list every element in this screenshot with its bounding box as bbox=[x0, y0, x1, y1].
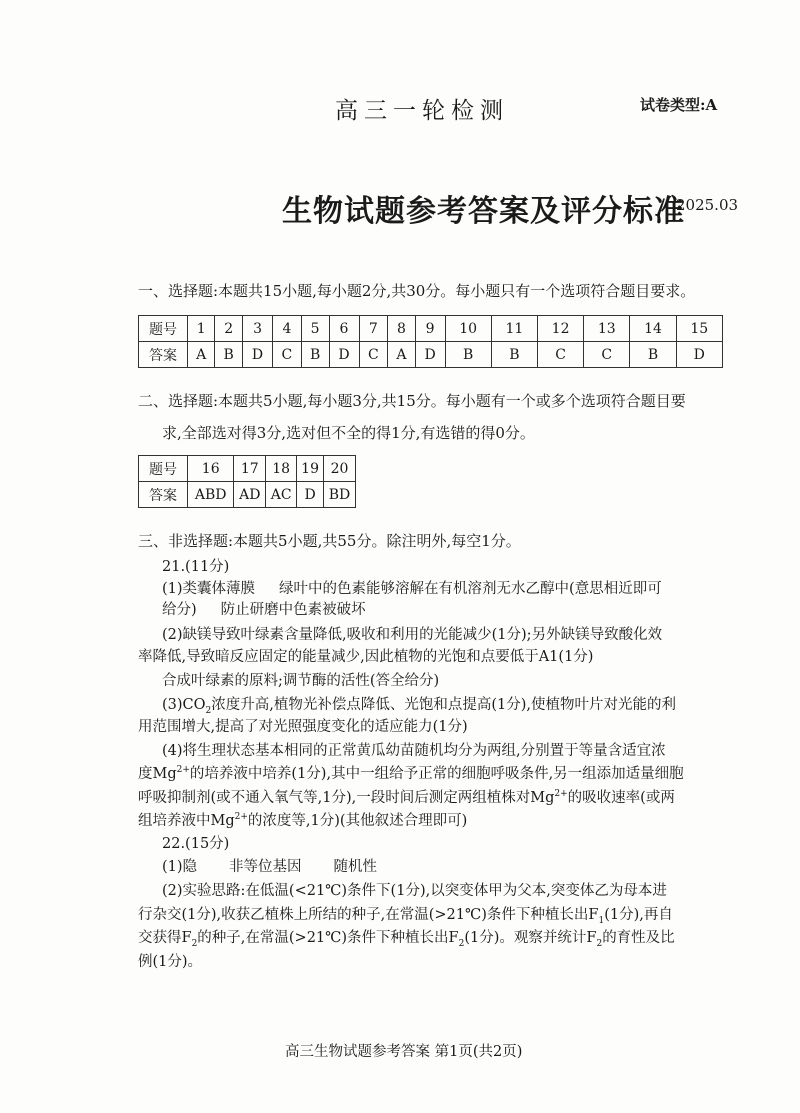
question-number: 4 bbox=[273, 316, 302, 342]
question-number: 8 bbox=[388, 316, 415, 342]
q21-p4-text: 呼吸抑制剂(或不通入氧气等,1分),一段时间后测定两组植株对Mg bbox=[138, 790, 555, 806]
date: 2025.03 bbox=[676, 196, 739, 214]
question-number: 6 bbox=[329, 316, 359, 342]
answer-cell: B bbox=[301, 342, 329, 368]
question-number: 7 bbox=[359, 316, 388, 342]
q21-p4-text: 的吸收速率(或两 bbox=[567, 790, 675, 806]
paper-type: 试卷类型:A bbox=[640, 96, 718, 114]
question-number: 1 bbox=[188, 316, 215, 342]
question-number: 20 bbox=[323, 456, 355, 482]
answer-cell: C bbox=[537, 342, 583, 368]
q21-p3-text: 浓度升高,植物光补偿点降低、光饱和点提高(1分),使植物叶片对光能的利 bbox=[211, 697, 677, 713]
question-number: 19 bbox=[297, 456, 324, 482]
q21-part2-line2: 率降低,导致暗反应固定的能量减少,因此植物的光饱和点要低于A1(1分) bbox=[138, 649, 594, 665]
q22-part1 bbox=[162, 857, 377, 877]
q22-p2-text: 交获得F bbox=[138, 930, 192, 946]
q21-p4-text: 的培养液中培养(1分),其中一组给予正常的细胞呼吸条件,另一组添加适量细胞 bbox=[189, 766, 684, 782]
superscript: 2+ bbox=[234, 812, 248, 823]
table-row-numbers bbox=[139, 456, 356, 482]
question-number: 17 bbox=[234, 456, 266, 482]
answer-table-2 bbox=[138, 455, 356, 508]
question-number: 9 bbox=[415, 316, 445, 342]
section3-heading: 三、非选择题:本题共5小题,共55分。除注明外,每空1分。 bbox=[138, 532, 521, 550]
row-label: 题号 bbox=[139, 316, 188, 342]
q21-part3-line1 bbox=[162, 695, 676, 715]
question-number: 15 bbox=[676, 316, 722, 342]
q21-p1-answer-a: (1)类囊体薄膜 bbox=[162, 581, 256, 597]
main-title: 生物试题参考答案及评分标准 bbox=[282, 194, 685, 229]
answer-cell: C bbox=[273, 342, 302, 368]
row-label: 答案 bbox=[139, 482, 188, 508]
q22-p1-answer-b: 非等位基因 bbox=[229, 859, 302, 875]
answer-cell: BD bbox=[323, 482, 355, 508]
question-number: 3 bbox=[243, 316, 273, 342]
answer-cell: B bbox=[215, 342, 243, 368]
q21-p4-text: 的浓度等,1分)(其他叙述合理即可) bbox=[247, 813, 468, 829]
answer-cell: A bbox=[188, 342, 215, 368]
q21-part2-line3: 合成叶绿素的原料;调节酶的活性(答全给分) bbox=[162, 673, 440, 689]
answer-cell: D bbox=[329, 342, 359, 368]
q22-part2-line4: 例(1分)。 bbox=[138, 954, 203, 970]
q22-part2-line1: (2)实验思路:在低温(<21℃)条件下(1分),以突变体甲为父本,突变体乙为母本进 bbox=[162, 883, 667, 899]
answer-cell: D bbox=[243, 342, 273, 368]
q22-p2-text: (1分),再自 bbox=[604, 907, 673, 923]
q22-p2-text: 的种子,在常温(>21℃)条件下种植长出F bbox=[197, 930, 459, 946]
question-number: 10 bbox=[445, 316, 491, 342]
answer-cell: C bbox=[584, 342, 630, 368]
superscript: 2+ bbox=[554, 789, 568, 800]
answer-cell: A bbox=[388, 342, 415, 368]
answer-table-1 bbox=[138, 315, 723, 368]
q22-p2-text: (1分)。观察并统计F bbox=[464, 930, 597, 946]
answer-cell: AC bbox=[266, 482, 297, 508]
q21-p1-note: 给分) bbox=[162, 602, 197, 618]
subscript: 2 bbox=[458, 938, 465, 949]
header-title: 高三一轮检测 bbox=[335, 98, 509, 124]
table-row-answers bbox=[139, 482, 356, 508]
q22-part2-line2 bbox=[138, 905, 673, 925]
q21-part3-line2: 用范围增大,提高了对光照强度变化的适应能力(1分) bbox=[138, 719, 468, 735]
answer-cell: B bbox=[630, 342, 676, 368]
page-footer: 高三生物试题参考答案 第1页(共2页) bbox=[285, 1044, 523, 1060]
q22-p2-text: 行杂交(1分),收获乙植株上所结的种子,在常温(>21℃)条件下种植长出F bbox=[138, 907, 599, 923]
subscript: 2 bbox=[205, 705, 212, 716]
q22-part2-line3 bbox=[138, 928, 675, 948]
q21-p3-text: (3)CO bbox=[162, 697, 206, 713]
q22-title: 22.(15分) bbox=[162, 836, 230, 852]
row-label: 答案 bbox=[139, 342, 188, 368]
question-number: 14 bbox=[630, 316, 676, 342]
q21-title: 21.(11分) bbox=[162, 559, 230, 575]
answer-cell: D bbox=[415, 342, 445, 368]
q22-p1-answer-c: 随机性 bbox=[333, 859, 378, 875]
q21-part1-line2 bbox=[162, 600, 366, 620]
answer-cell: C bbox=[359, 342, 388, 368]
row-label: 题号 bbox=[139, 456, 188, 482]
q21-part4-line4 bbox=[138, 811, 467, 831]
q22-p2-text: 的育性及比 bbox=[602, 930, 675, 946]
question-number: 18 bbox=[266, 456, 297, 482]
subscript: 1 bbox=[598, 915, 605, 926]
subscript: 2 bbox=[191, 938, 198, 949]
answer-cell: D bbox=[297, 482, 324, 508]
q21-part1-line1 bbox=[162, 579, 662, 599]
question-number: 16 bbox=[188, 456, 234, 482]
question-number: 2 bbox=[215, 316, 243, 342]
q22-p1-answer-a: (1)隐 bbox=[162, 859, 198, 875]
section2-heading-line1: 二、选择题:本题共5小题,每小题3分,共15分。每小题有一个或多个选项符合题目要 bbox=[138, 392, 686, 410]
answer-cell: D bbox=[676, 342, 722, 368]
superscript: 2+ bbox=[176, 765, 190, 776]
table-row-numbers bbox=[139, 316, 723, 342]
answer-cell: B bbox=[445, 342, 491, 368]
section1-heading: 一、选择题:本题共15小题,每小题2分,共30分。每小题只有一个选项符合题目要求。 bbox=[138, 282, 696, 300]
question-number: 13 bbox=[584, 316, 630, 342]
q21-p4-text: 组培养液中Mg bbox=[138, 813, 235, 829]
q21-part4-line2 bbox=[138, 764, 684, 784]
subscript: 2 bbox=[596, 938, 603, 949]
q21-part4-line1: (4)将生理状态基本相同的正常黄瓜幼苗随机均分为两组,分别置于等量含适宜浓 bbox=[162, 743, 666, 759]
answer-cell: ABD bbox=[188, 482, 234, 508]
section2-heading-line2: 求,全部选对得3分,选对但不全的得1分,有选错的得0分。 bbox=[162, 424, 535, 442]
q21-p1-answer-c: 防止研磨中色素被破坏 bbox=[220, 602, 366, 618]
q21-p4-text: 度Mg bbox=[138, 766, 177, 782]
table-row-answers bbox=[139, 342, 723, 368]
answer-cell: AD bbox=[234, 482, 266, 508]
question-number: 11 bbox=[491, 316, 537, 342]
q21-part2-line1: (2)缺镁导致叶绿素含量降低,吸收和利用的光能减少(1分);另外缺镁导致酸化效 bbox=[162, 627, 663, 643]
q21-p1-answer-b: 绿叶中的色素能够溶解在有机溶剂无水乙醇中(意思相近即可 bbox=[279, 581, 662, 597]
answer-cell: B bbox=[491, 342, 537, 368]
question-number: 12 bbox=[537, 316, 583, 342]
question-number: 5 bbox=[301, 316, 329, 342]
q21-part4-line3 bbox=[138, 788, 675, 808]
